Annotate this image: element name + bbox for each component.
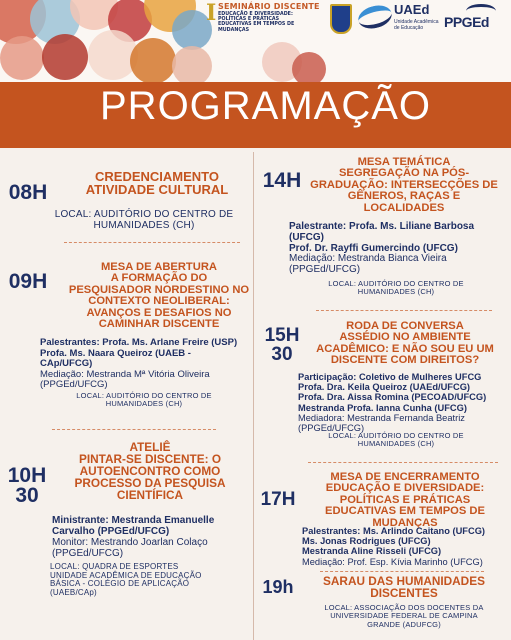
uaed-logo	[358, 2, 442, 34]
header	[0, 0, 511, 82]
session-title-line: A FORMAÇÃO DO	[110, 272, 208, 285]
speaker-line: Palestrantes: Ms. Arlindo Caitano (UFCG)	[302, 526, 486, 536]
speaker-line: Profa. Dra. Aissa Romina (PECOAD/UFCG)	[298, 392, 487, 403]
page-title: PROGRAMAÇÃO	[100, 84, 432, 128]
session-location	[44, 392, 244, 409]
speaker-line: CAp/UFCG)	[40, 358, 93, 369]
session-location-line: LOCAL: ASSOCIAÇÃO DOS DOCENTES DA	[324, 603, 484, 612]
speaker-line: Ms. Jonas Rodrigues (UFCG)	[302, 536, 431, 547]
session-title	[302, 472, 508, 529]
session-title	[50, 441, 250, 501]
speaker-line: Ministrante: Mestranda Emanuelle	[52, 515, 215, 526]
session-title-line: GRADUAÇÃO: INTERSECÇÕES DE	[310, 178, 498, 191]
session-location-line: BÁSICA - COLÉGIO DE APLICAÇÃO	[50, 579, 190, 589]
programacao-banner	[0, 82, 511, 148]
session-title-line: CAMINHAR DISCENTE	[98, 318, 220, 331]
session-time-line: 10H	[7, 464, 47, 487]
session-title-line: MESA TEMÁTICA	[357, 156, 451, 168]
session-location-line: (UAEB/CAp)	[50, 587, 97, 597]
session-location	[296, 280, 496, 297]
session-title-line: PROCESSO DA PESQUISA	[74, 476, 226, 491]
session-title-line: PINTAR-SE DISCENTE: O	[78, 452, 221, 467]
session-title-line: CREDENCIAMENTO	[95, 169, 219, 184]
session-title-line: ATIVIDADE CULTURAL	[85, 182, 229, 198]
speaker-line: Profa. Dra. Keila Queiroz (UAEd/UFCG)	[298, 382, 471, 393]
speaker-line: Carvalho (PPGEd/UFCG)	[52, 526, 170, 537]
session-title	[300, 575, 508, 599]
speaker-line: Palestrante: Profa. Ms. Liliane Barbosa	[289, 221, 475, 232]
session-title-line: AVANÇOS E DESAFIOS NO	[86, 306, 232, 319]
monitor-line: (PPGEd/UFCG)	[52, 548, 124, 559]
session-title-line: SEGREGAÇÃO NA PÓS-	[338, 167, 470, 180]
session-location-line: LOCAL: AUDITÓRIO DO CENTRO DE	[76, 391, 212, 400]
section-divider	[308, 462, 498, 463]
session-time: 14H	[262, 169, 302, 192]
session-time-line: 30	[15, 484, 39, 507]
mediator-line: (PPGEd/UFCG)	[298, 423, 365, 434]
session-title-line: EDUCATIVAS EM TEMPOS DE	[325, 505, 485, 518]
session-title-line: CIENTÍFICA	[116, 488, 184, 503]
session-people	[52, 515, 252, 559]
event-subtitle-line: MUDANÇAS	[218, 27, 250, 33]
session-location-line: HUMANIDADES (CH)	[357, 439, 435, 449]
mediator-line: Mediação: Mestranda Bianca Vieira	[289, 253, 447, 265]
uaed-logo-text: UAEd	[394, 2, 430, 17]
session-location-line: LOCAL: QUADRA DE ESPORTES	[50, 562, 179, 571]
section-divider	[64, 242, 240, 243]
speaker-line: (UFCG)	[289, 231, 324, 243]
session-location-line: HUMANIDADES (CH)	[93, 220, 195, 231]
session-title-line: SARAU DAS HUMANIDADES	[323, 574, 485, 588]
mediator-line: Mediadora: Mestranda Fernanda Beatriz	[298, 412, 465, 423]
session-time: 09H	[8, 270, 48, 293]
session-location-line: GRANDE (ADUFCG)	[367, 619, 441, 629]
decor-circle	[172, 46, 212, 82]
session-title-line: EDUCAÇÃO E DIVERSIDADE:	[325, 482, 485, 495]
session-title-line: GÊNEROS, RAÇAS E	[347, 190, 461, 203]
session-title	[302, 321, 508, 367]
session-time	[4, 466, 50, 506]
session-people	[298, 372, 510, 433]
session-people	[302, 526, 510, 567]
event-title-block	[218, 2, 330, 33]
session-title-line: RODA DE CONVERSA	[346, 320, 464, 332]
session-time-line: 30	[271, 344, 293, 365]
session-title	[64, 262, 254, 331]
session-time: 19h	[262, 577, 294, 597]
mediator-line: (PPGEd/UFCG)	[289, 264, 361, 276]
session-location-line: LOCAL: AUDITÓRIO DO CENTRO DE	[54, 209, 234, 220]
session-location-line: HUMANIDADES (CH)	[357, 287, 435, 297]
session-location	[40, 209, 248, 231]
session-title-line: DISCENTES	[370, 586, 438, 601]
session-location	[296, 432, 496, 449]
session-location	[50, 563, 252, 597]
session-title-line: ACADÊMICO: E NÃO SOU EU UM	[316, 342, 494, 355]
session-title-line: DISCENTE COM DIREITOS?	[330, 354, 480, 367]
monitor-line: Monitor: Mestrando Joarlan Colaço	[52, 537, 208, 548]
session-title-line: MESA DE ENCERRAMENTO	[330, 471, 480, 483]
session-title-line: LOCALIDADES	[363, 201, 445, 214]
speaker-line: Palestrantes: Profa. Ms. Arlane Freire (USP)	[40, 337, 238, 348]
session-title-line: ATELIÊ	[129, 440, 171, 454]
session-title	[62, 170, 252, 197]
uaed-logo-sub-line: Unidade Acadêmica	[394, 19, 439, 25]
mediator-line: Mediação: Prof. Esp. Kívia Marinho (UFCG)	[302, 556, 483, 567]
session-people	[289, 222, 507, 276]
decor-circle	[0, 36, 44, 80]
session-title-line: MUDANÇAS	[372, 516, 438, 529]
section-divider	[320, 571, 484, 572]
session-location-line: LOCAL: AUDITÓRIO DO CENTRO DE	[328, 431, 464, 440]
session-location-line: UNIDADE ACADÊMICA DE EDUCAÇÃO	[50, 570, 202, 580]
event-subtitle-line: POLÍTICAS E PRÁTICAS	[218, 17, 280, 23]
uaed-logo-sub	[394, 19, 438, 31]
speaker-line: Profa. Ms. Naara Queiroz (UAEB -	[40, 347, 191, 359]
mediator-line: Mediação: Mestranda Mª Vitória Oliveira	[40, 368, 210, 380]
ppged-logo-text: PPGEd	[444, 14, 489, 30]
uaed-logo-sub-line: de Educação	[394, 25, 424, 31]
event-subtitle	[218, 12, 330, 33]
session-location-line: HUMANIDADES (CH)	[105, 399, 183, 409]
session-time: 17H	[260, 489, 296, 510]
decor-circle	[42, 34, 88, 80]
uaed-swoosh-icon	[356, 2, 395, 32]
column-divider	[253, 152, 254, 640]
speaker-line: Participação: Coletivo de Mulheres UFCG	[298, 372, 482, 382]
mediator-line: (PPGEd/UFCG)	[40, 379, 108, 390]
session-title-line: PESQUISADOR NORDESTINO NO	[68, 283, 250, 296]
session-people	[40, 338, 252, 391]
event-number: I	[206, 0, 217, 26]
speaker-line: Mestranda Aline Risseli (UFCG)	[302, 546, 442, 557]
section-divider	[316, 310, 492, 311]
event-subtitle-line: EDUCAÇÃO E DIVERSIDADE:	[218, 12, 293, 17]
speaker-line: Mestranda Profa. Ianna Cunha (UFCG)	[298, 402, 467, 413]
session-title-line: CONTEXTO NEOLIBERAL:	[88, 295, 230, 308]
decor-circle	[130, 38, 176, 82]
session-title-line: POLÍTICAS E PRÁTICAS	[339, 493, 471, 506]
event-subtitle-line: EDUCATIVAS EM TEMPOS DE	[218, 22, 295, 28]
session-time: 08H	[8, 181, 48, 204]
session-location	[298, 604, 510, 629]
ppged-logo	[444, 4, 508, 36]
ufcg-logo	[330, 4, 352, 34]
session-title-line: ASSÉDIO NO AMBIENTE	[339, 331, 471, 344]
session-location-line: LOCAL: AUDITÓRIO DO CENTRO DE	[328, 279, 464, 288]
section-divider	[52, 429, 216, 430]
decor-circle	[292, 52, 326, 82]
event-title: SEMINÁRIO DISCENTE	[218, 2, 320, 11]
session-time-line: 15H	[264, 325, 300, 346]
session-title-line: AUTOENCONTRO COMO	[79, 464, 221, 479]
session-title	[300, 157, 508, 214]
session-title-line: MESA DE ABERTURA	[100, 261, 218, 273]
speaker-line: Prof. Dr. Rayffi Gumercindo (UFCG)	[289, 242, 458, 254]
session-location-line: UNIVERSIDADE FEDERAL DE CAMPINA	[330, 611, 478, 621]
session-time	[262, 326, 302, 364]
